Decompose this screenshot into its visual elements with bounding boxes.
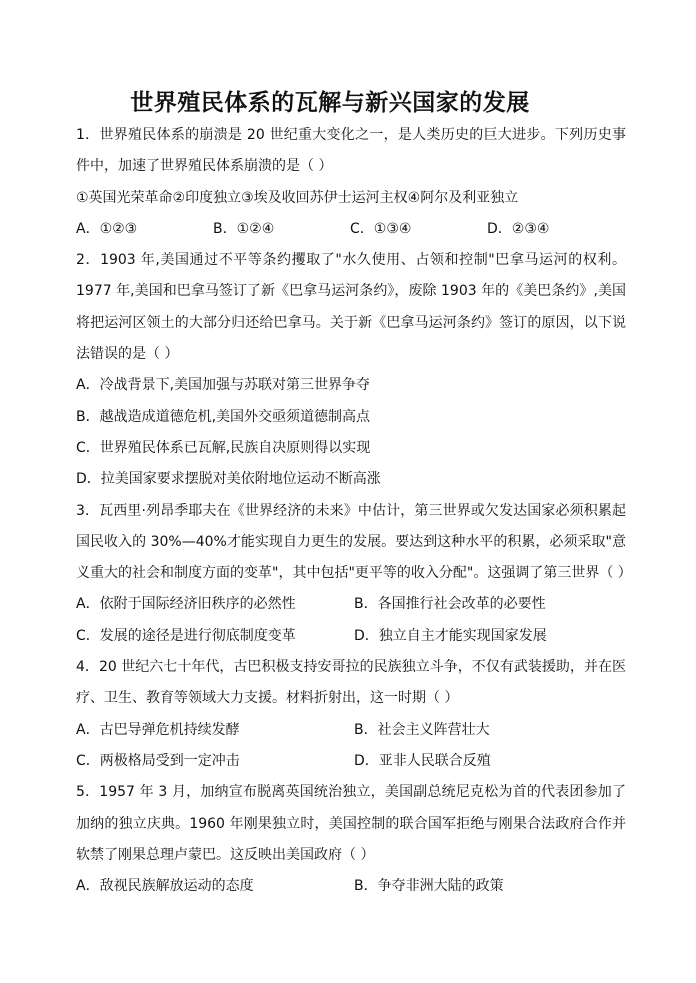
option-a: A．敌视民族解放运动的态度 bbox=[76, 878, 254, 895]
document-title: 世界殖民体系的瓦解与新兴国家的发展 bbox=[130, 90, 530, 116]
option-a: A．古巴导弹危机持续发酵 bbox=[76, 721, 240, 738]
option-b: B．各国推行社会改革的必要性 bbox=[354, 596, 546, 613]
option-c: C．世界殖民体系已瓦解,民族自决原则得以实现 bbox=[76, 439, 371, 456]
question-list bbox=[76, 120, 632, 902]
question-items: ①英国光荣革命②印度独立③埃及收回苏伊士运河主权④阿尔及利亚独立 bbox=[76, 189, 519, 206]
question-4 bbox=[76, 652, 626, 777]
options-row bbox=[76, 746, 626, 777]
question-2 bbox=[76, 245, 626, 495]
option-c: C．发展的途径是进行彻底制度变革 bbox=[76, 627, 296, 644]
question-stem: 3．瓦西里·列昂季耶夫在《世界经济的未来》中估计，第三世界或欠发达国家必须积累起国民收入的 30%—40%才能实现自力更生的发展。要达到这种水平的积累，必须采取"意义重大的社会和制度方面的变革"，其中包括"更平等的收入分配"。这强调了第三世界（ ） bbox=[76, 502, 632, 582]
question-3 bbox=[76, 496, 632, 652]
question-5 bbox=[76, 777, 626, 902]
option-b: B．越战造成道德危机,美国外交亟须道德制高点 bbox=[76, 408, 371, 425]
option-c: C．①③④ bbox=[350, 220, 412, 237]
option-d: D．拉美国家要求摆脱对美依附地位运动不断高涨 bbox=[76, 471, 381, 488]
option-c: C．两极格局受到一定冲击 bbox=[76, 752, 240, 769]
option-a: A．冷战背景下,美国加强与苏联对第三世界争夺 bbox=[76, 377, 371, 394]
options-row bbox=[76, 715, 626, 746]
option-d: D．亚非人民联合反殖 bbox=[354, 752, 491, 769]
option-b: B．争夺非洲大陆的政策 bbox=[354, 878, 504, 895]
option-a: A．①②③ bbox=[76, 220, 138, 237]
option-d: D．②③④ bbox=[487, 220, 550, 237]
options-row bbox=[76, 621, 626, 652]
question-stem: 1．世界殖民体系的崩溃是 20 世纪重大变化之一，是人类历史的巨大进步。下列历史事件中，加速了世界殖民体系崩溃的是（ ） bbox=[76, 127, 626, 175]
options-row bbox=[76, 214, 626, 245]
question-stem: 4．20 世纪六七十年代，古巴积极支持安哥拉的民族独立斗争，不仅有武装援助，并在医疗、卫生、教育等领域大力支援。材料折射出，这一时期（ ） bbox=[76, 659, 626, 707]
options-row bbox=[76, 589, 626, 620]
option-b: B．①②④ bbox=[213, 220, 275, 237]
options-row bbox=[76, 871, 626, 902]
question-stem: 5．1957 年 3 月，加纳宣布脱离英国统治独立，美国副总统尼克松为首的代表团参加了加纳的独立庆典。1960 年刚果独立时，美国控制的联合国军拒绝与刚果合法政府合作并软禁了刚果总理卢蒙巴。这反映出美国政府（ ） bbox=[76, 784, 626, 863]
option-b: B．社会主义阵营壮大 bbox=[354, 721, 490, 738]
option-d: D．独立自主才能实现国家发展 bbox=[354, 627, 547, 644]
option-a: A．依附于国际经济旧秩序的必然性 bbox=[76, 596, 296, 613]
question-1 bbox=[76, 120, 626, 245]
question-stem: 2．1903 年,美国通过不平等条约攫取了"水久使用、占领和控制"巴拿马运河的权利。1977 年,美国和巴拿马签订了新《巴拿马运河条约》，废除 1903 年的《美巴条约》,美国将把运河区领土的大部分归还给巴拿马。关于新《巴拿马运河条约》签订的原因，以下说法错误的是（ ） bbox=[76, 252, 626, 363]
